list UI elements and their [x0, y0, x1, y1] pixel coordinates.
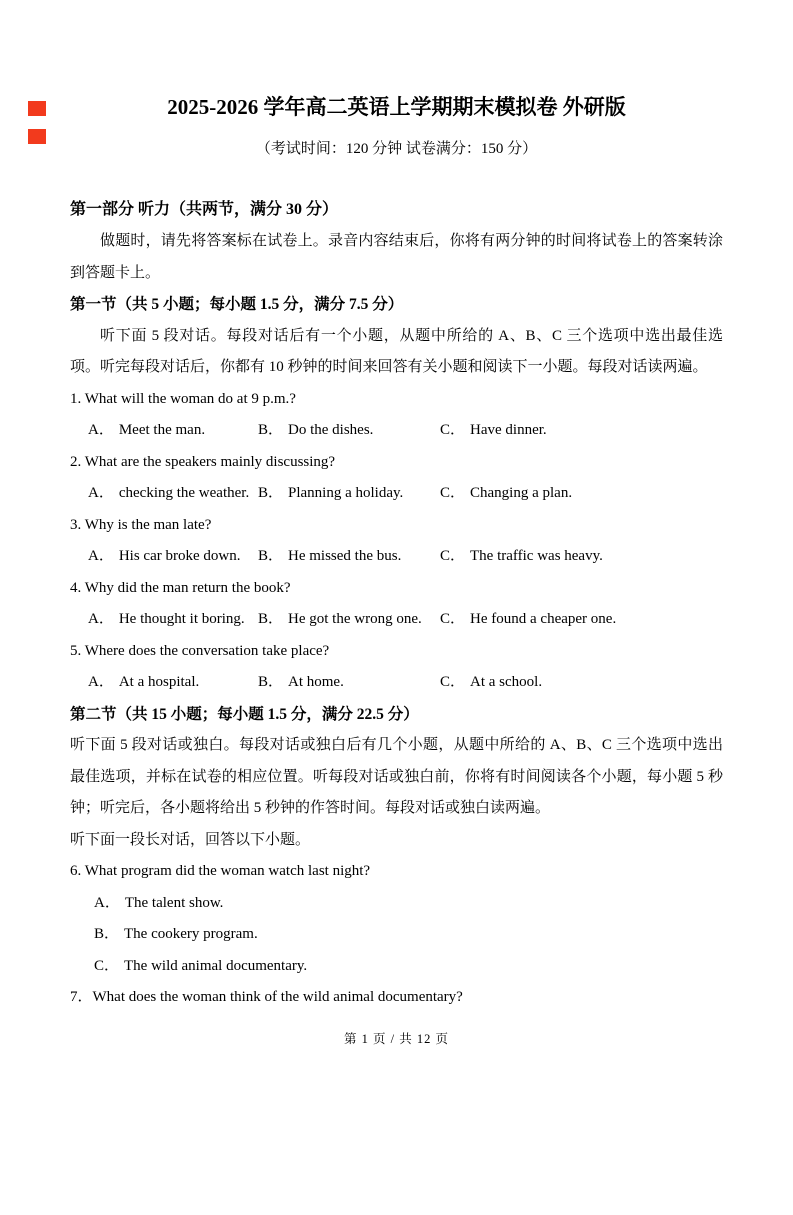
option-3a-text: His car broke down.	[118, 548, 241, 564]
option-6b[interactable]	[94, 919, 723, 951]
question-1	[70, 384, 723, 416]
option-4a-label: A．	[88, 611, 114, 627]
option-6a-text: The talent show.	[124, 894, 224, 911]
option-1c[interactable]	[440, 415, 723, 447]
section2-heading: 第二节（共 15 小题；每小题 1.5 分，满分 22.5 分）	[70, 705, 419, 723]
section2-instructions: 听下面 5 段对话或独白。每段对话或独白后有几个小题，从题中所给的 A、B、C 三个选项中选出最佳选项，并标在试卷的相应位置。听每段对话或独白前，你将有时间阅读各个小题，每小题 5 秒钟；听完后，各小题将给出 5 秒钟的作答时间。每段对话或独白读两遍。	[70, 737, 723, 816]
question-1-text: What will the woman do at 9 p.m.?	[84, 390, 296, 407]
option-2b[interactable]	[258, 478, 440, 510]
option-2a[interactable]	[88, 478, 258, 510]
option-2c-text: Changing a plan.	[470, 485, 573, 501]
option-5c-text: At a school.	[470, 674, 543, 690]
option-2a-text: checking the weather.	[118, 485, 250, 501]
option-6a-label: A．	[94, 894, 120, 911]
question-5	[70, 636, 723, 668]
option-1a-text: Meet the man.	[118, 422, 206, 438]
option-3c[interactable]	[440, 541, 723, 573]
option-6a[interactable]	[94, 888, 723, 920]
option-3c-label: C．	[440, 548, 466, 564]
option-5a-label: A．	[88, 674, 114, 690]
question-6	[70, 856, 723, 888]
option-4b-label: B．	[258, 611, 284, 627]
option-2c[interactable]	[440, 478, 723, 510]
option-3b-label: B．	[258, 548, 284, 564]
option-5a-text: At a hospital.	[118, 674, 200, 690]
option-3b[interactable]	[258, 541, 440, 573]
question-3-options	[70, 541, 723, 573]
exam-info-line: （考试时间：120 分钟 试卷满分：150 分）	[255, 141, 538, 157]
exam-title: 2025-2026 学年高二英语上学期期末模拟卷 外研版	[167, 95, 626, 119]
option-1a[interactable]	[88, 415, 258, 447]
option-4c-label: C．	[440, 611, 466, 627]
option-1a-label: A．	[88, 422, 114, 438]
option-4a-text: He thought it boring.	[118, 611, 245, 627]
question-3-number: 3.	[70, 516, 82, 533]
question-5-number: 5.	[70, 642, 82, 659]
option-3a[interactable]	[88, 541, 258, 573]
option-2c-label: C．	[440, 485, 466, 501]
question-6-text: What program did the woman watch last night?	[84, 863, 371, 879]
option-5a[interactable]	[88, 667, 258, 699]
option-2a-label: A．	[88, 485, 114, 501]
section1-instructions: 听下面 5 段对话。每段对话后有一个小题，从题中所给的 A、B、C 三个选项中选出最佳选项。听完每段对话后，你都有 10 秒钟的时间来回答有关小题和阅读下一小题。每段对话读两遍。	[70, 327, 723, 375]
section2-dialogue-note: 听下面一段长对话，回答以下小题。	[70, 831, 311, 848]
question-2-options	[70, 478, 723, 510]
option-2b-text: Planning a holiday.	[288, 485, 404, 501]
option-3c-text: The traffic was heavy.	[470, 548, 603, 564]
option-1b-label: B．	[258, 422, 284, 438]
question-2	[70, 447, 723, 479]
option-5b-label: B．	[258, 674, 284, 690]
question-6-number: 6.	[70, 863, 82, 879]
question-7-text: What does the woman think of the wild animal documentary?	[92, 989, 463, 1005]
question-2-text: What are the speakers mainly discussing?	[84, 453, 336, 470]
option-6c-text: The wild animal documentary.	[124, 957, 308, 974]
option-2b-label: B．	[258, 485, 284, 501]
question-7-number: 7．	[70, 989, 93, 1005]
exam-paper-page	[0, 93, 793, 1049]
part1-instructions: 做题时，请先将答案标在试卷上。录音内容结束后，你将有两分钟的时间将试卷上的答案转涂到答题卡上。	[70, 233, 723, 281]
option-1b[interactable]	[258, 415, 440, 447]
red-corner-mark-bottom	[28, 129, 46, 144]
question-5-options	[70, 667, 723, 699]
option-3a-label: A．	[88, 548, 114, 564]
option-1b-text: Do the dishes.	[288, 422, 374, 438]
option-6c-label: C．	[94, 957, 120, 974]
question-5-text: Where does the conversation take place?	[84, 642, 330, 659]
question-4	[70, 573, 723, 605]
option-6b-text: The cookery program.	[124, 926, 258, 942]
question-3-text: Why is the man late?	[84, 516, 212, 533]
option-4a[interactable]	[88, 604, 258, 636]
question-2-number: 2.	[70, 453, 82, 470]
option-1c-label: C．	[440, 422, 466, 438]
question-4-number: 4.	[70, 579, 82, 596]
question-7	[70, 982, 723, 1014]
question-3	[70, 510, 723, 542]
option-1c-text: Have dinner.	[470, 422, 547, 438]
question-1-options	[70, 415, 723, 447]
part1-heading: 第一部分 听力（共两节，满分 30 分）	[70, 201, 339, 218]
question-6-options	[70, 888, 723, 983]
option-4b[interactable]	[258, 604, 440, 636]
option-4c[interactable]	[440, 604, 723, 636]
option-6c[interactable]	[94, 951, 723, 983]
page-number-footer: 第 1 页 / 共 12 页	[344, 1031, 449, 1046]
option-5c-label: C．	[440, 674, 466, 690]
red-corner-mark-top	[28, 101, 46, 116]
question-1-number: 1.	[70, 390, 82, 407]
option-4c-text: He found a cheaper one.	[470, 611, 617, 627]
option-4b-text: He got the wrong one.	[288, 611, 422, 627]
question-4-text: Why did the man return the book?	[84, 579, 291, 596]
option-3b-text: He missed the bus.	[288, 548, 402, 564]
question-4-options	[70, 604, 723, 636]
option-6b-label: B．	[94, 926, 120, 942]
option-5b[interactable]	[258, 667, 440, 699]
section1-heading: 第一节（共 5 小题；每小题 1.5 分，满分 7.5 分）	[70, 296, 404, 313]
option-5b-text: At home.	[288, 674, 344, 690]
option-5c[interactable]	[440, 667, 723, 699]
